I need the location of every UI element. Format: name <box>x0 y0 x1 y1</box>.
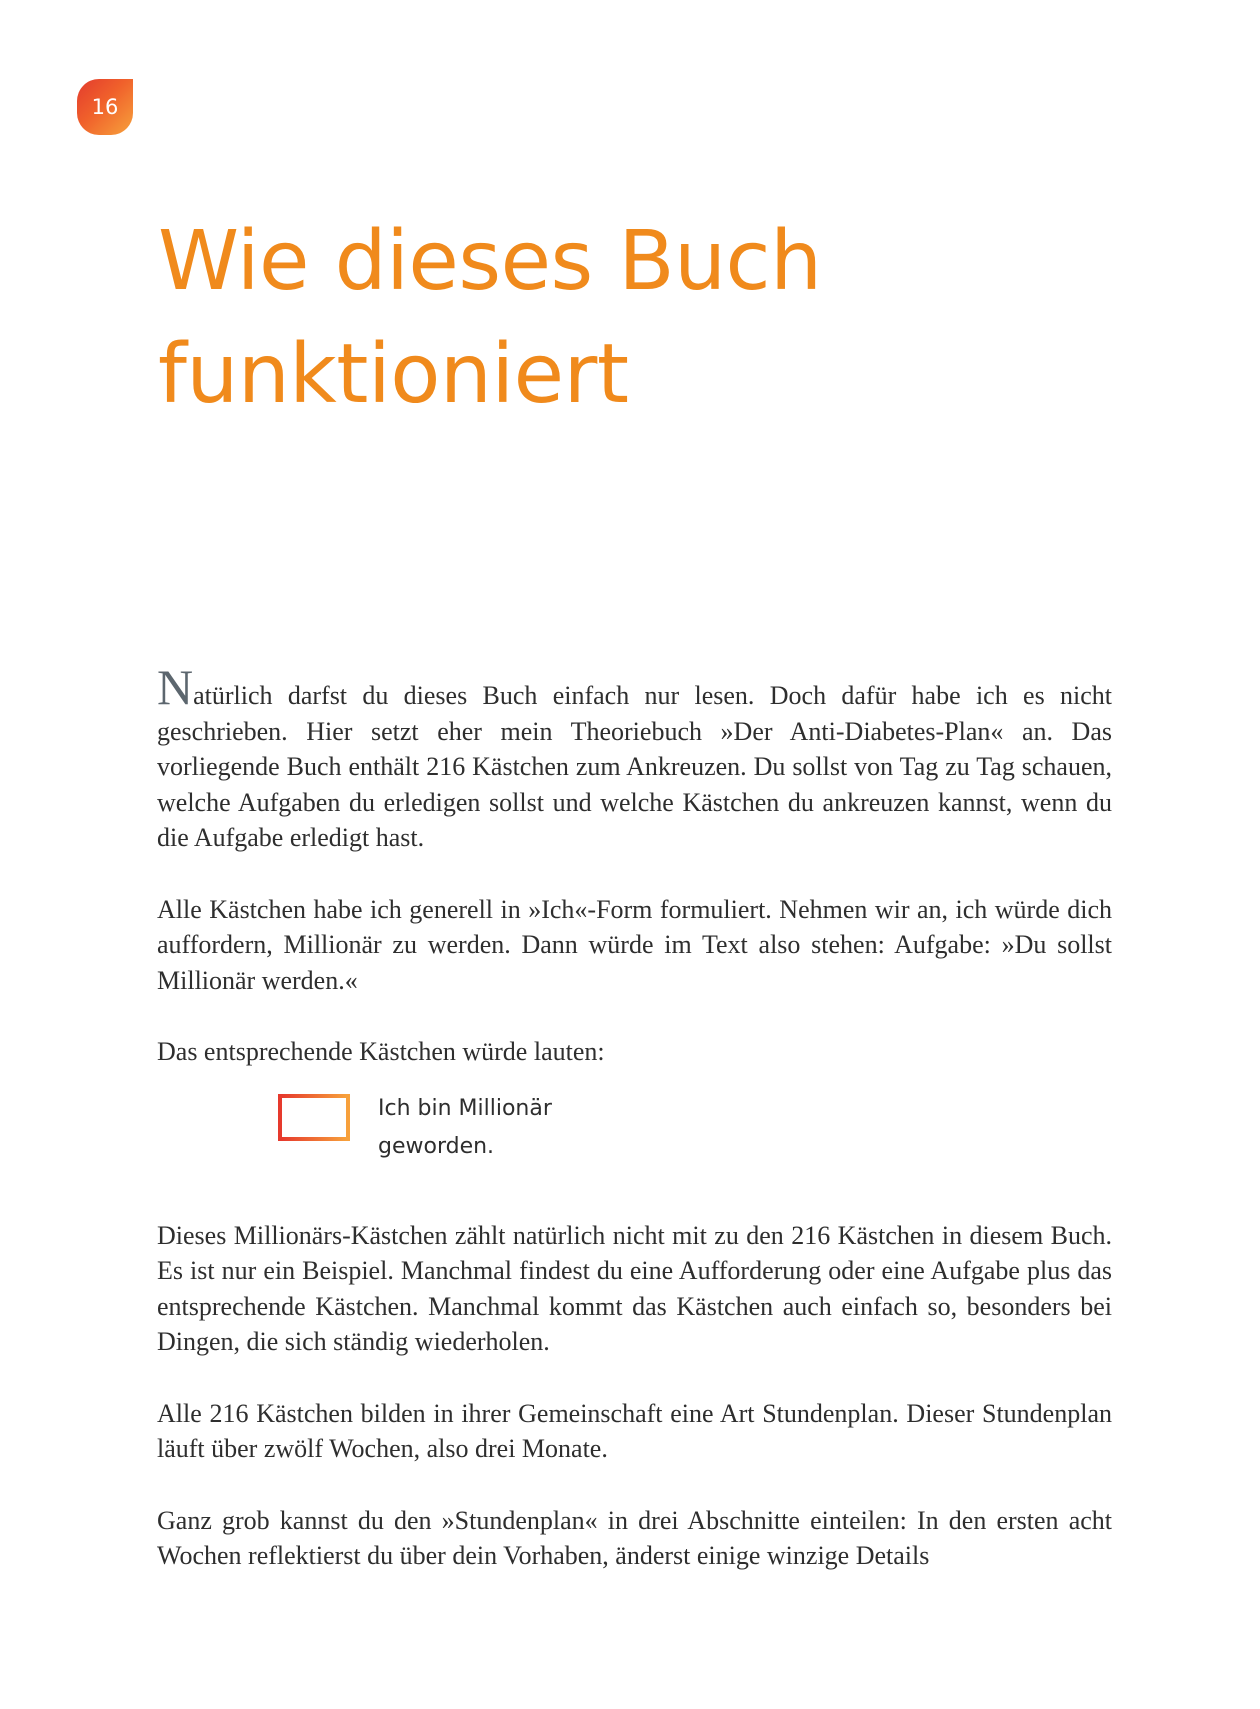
paragraph-ich-form: Alle Kästchen habe ich generell in »Ich«-Form formuliert. Nehmen wir an, ich würde dich auffordern, Millionär zu werden. Dann würde im Text also stehen: Aufgabe: »Du sollst Millionär werden.« <box>157 894 1112 995</box>
paragraph-intro <box>157 659 1112 856</box>
paragraph-example-intro: Das entsprechende Kästchen würde lauten: <box>157 1037 605 1066</box>
page-number-badge <box>77 79 133 135</box>
chapter-title-line2: funktioniert <box>158 327 629 422</box>
page-number: 16 <box>91 95 119 119</box>
paragraph-abschnitte: Ganz grob kannst du den »Stundenplan« in drei Abschnitte einteilen: In den ersten acht Wochen reflektierst du über dein Vorhaben, änderst einige winzige Details <box>157 1505 1112 1570</box>
paragraph-intro-text: atürlich darfst du dieses Buch einfach nur lesen. Doch dafür habe ich es nicht geschrieben. Hier setzt eher mein Theoriebuch »Der Anti-Diabetes-Plan« an. Das vorliegende Buch enthält 216 Kästchen zum Ankreuzen. Du sollst von Tag zu Tag schauen, welche Aufgaben du erledigen sollst und welche Kästchen du ankreuzen kannst, wenn du die Aufgabe erledigt hast. <box>157 681 1112 852</box>
chapter-title <box>158 205 1158 431</box>
example-checkbox[interactable] <box>278 1094 350 1141</box>
example-checkbox-row <box>157 1090 1112 1218</box>
example-checkbox-label-line2: geworden. <box>378 1133 495 1159</box>
paragraph-stundenplan: Alle 216 Kästchen bilden in ihrer Gemeinschaft eine Art Stundenplan. Dieser Stundenplan läuft über zwölf Wochen, also drei Monate. <box>157 1398 1112 1463</box>
chapter-title-line1: Wie dieses Buch <box>158 214 822 309</box>
example-checkbox-label <box>378 1090 598 1166</box>
example-checkbox-label-line1: Ich bin Millionär <box>378 1095 552 1121</box>
drop-cap: N <box>157 659 194 715</box>
body-text <box>157 659 1112 1610</box>
paragraph-millionaer-kaestchen: Dieses Millionärs-Kästchen zählt natürlich nicht mit zu den 216 Kästchen in diesem Buch. Es ist nur ein Beispiel. Manchmal findest du eine Aufforderung oder eine Aufgabe plus das entsprechende Kästchen. Manchmal kommt das Kästchen auch einfach so, besonders bei Dingen, die sich ständig wiederholen. <box>157 1220 1112 1356</box>
